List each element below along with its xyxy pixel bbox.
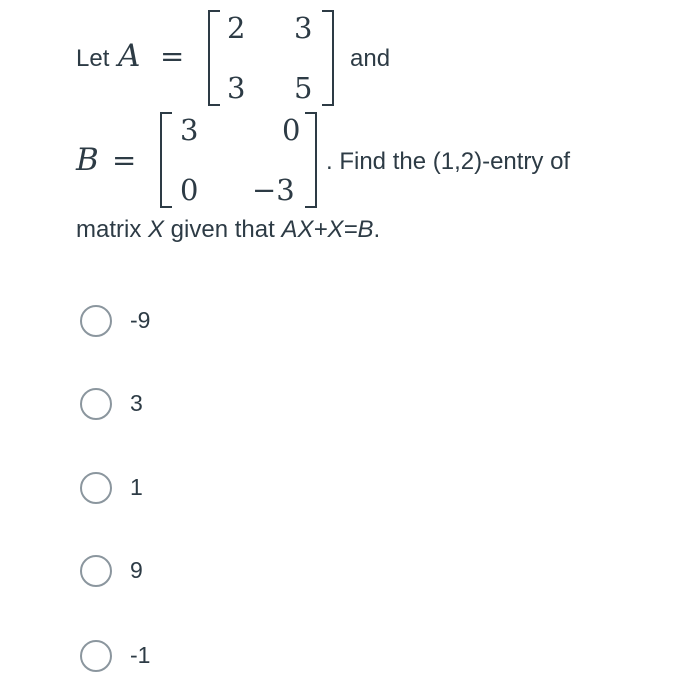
answer-option[interactable]: [80, 470, 280, 510]
answer-option[interactable]: [80, 638, 280, 678]
matrix-word: matrix: [76, 216, 148, 243]
matrix-b-symbol: B: [76, 142, 99, 178]
find-text: . Find the (1,2)-entry of: [326, 148, 571, 175]
matrix-a-cell: 3: [294, 11, 313, 45]
matrix-b-left-bracket: [160, 112, 172, 208]
matrix-a-right-bracket: [322, 10, 334, 106]
answer-option-label: -9: [130, 307, 151, 333]
x-variable: X: [148, 216, 165, 243]
matrix-a-symbol: A: [118, 38, 141, 74]
radio-button[interactable]: [80, 305, 112, 337]
answer-option-label: 3: [130, 390, 143, 416]
answer-option[interactable]: [80, 553, 280, 593]
radio-button[interactable]: [80, 388, 112, 420]
answer-option[interactable]: [80, 386, 280, 426]
matrix-b-cell: −3: [252, 173, 295, 207]
and-word: and: [350, 45, 391, 72]
question-last-line: [76, 218, 380, 242]
matrix-a-cell: 2: [227, 11, 246, 45]
answer-option-label: 9: [130, 557, 143, 583]
equation-text: AX+X=B: [281, 216, 374, 243]
matrix-b-cell: 0: [282, 113, 301, 147]
answer-option[interactable]: [80, 303, 280, 343]
matrix-a-cell: 5: [294, 71, 313, 105]
radio-button[interactable]: [80, 555, 112, 587]
radio-button[interactable]: [80, 640, 112, 672]
matrix-a-left-bracket: [208, 10, 220, 106]
matrix-a-cell: 3: [227, 71, 246, 105]
matrix-b-cell: 0: [180, 173, 199, 207]
equals-sign-b: =: [112, 143, 137, 177]
period-text: .: [373, 216, 381, 243]
equals-sign-a: =: [160, 39, 185, 73]
radio-button[interactable]: [80, 472, 112, 504]
answer-option-label: -1: [130, 642, 151, 668]
given-text: given that: [164, 216, 282, 243]
answer-option-label: 1: [130, 474, 143, 500]
let-word: Let: [76, 45, 110, 72]
matrix-b-cell: 3: [180, 113, 199, 147]
matrix-b-right-bracket: [305, 112, 317, 208]
